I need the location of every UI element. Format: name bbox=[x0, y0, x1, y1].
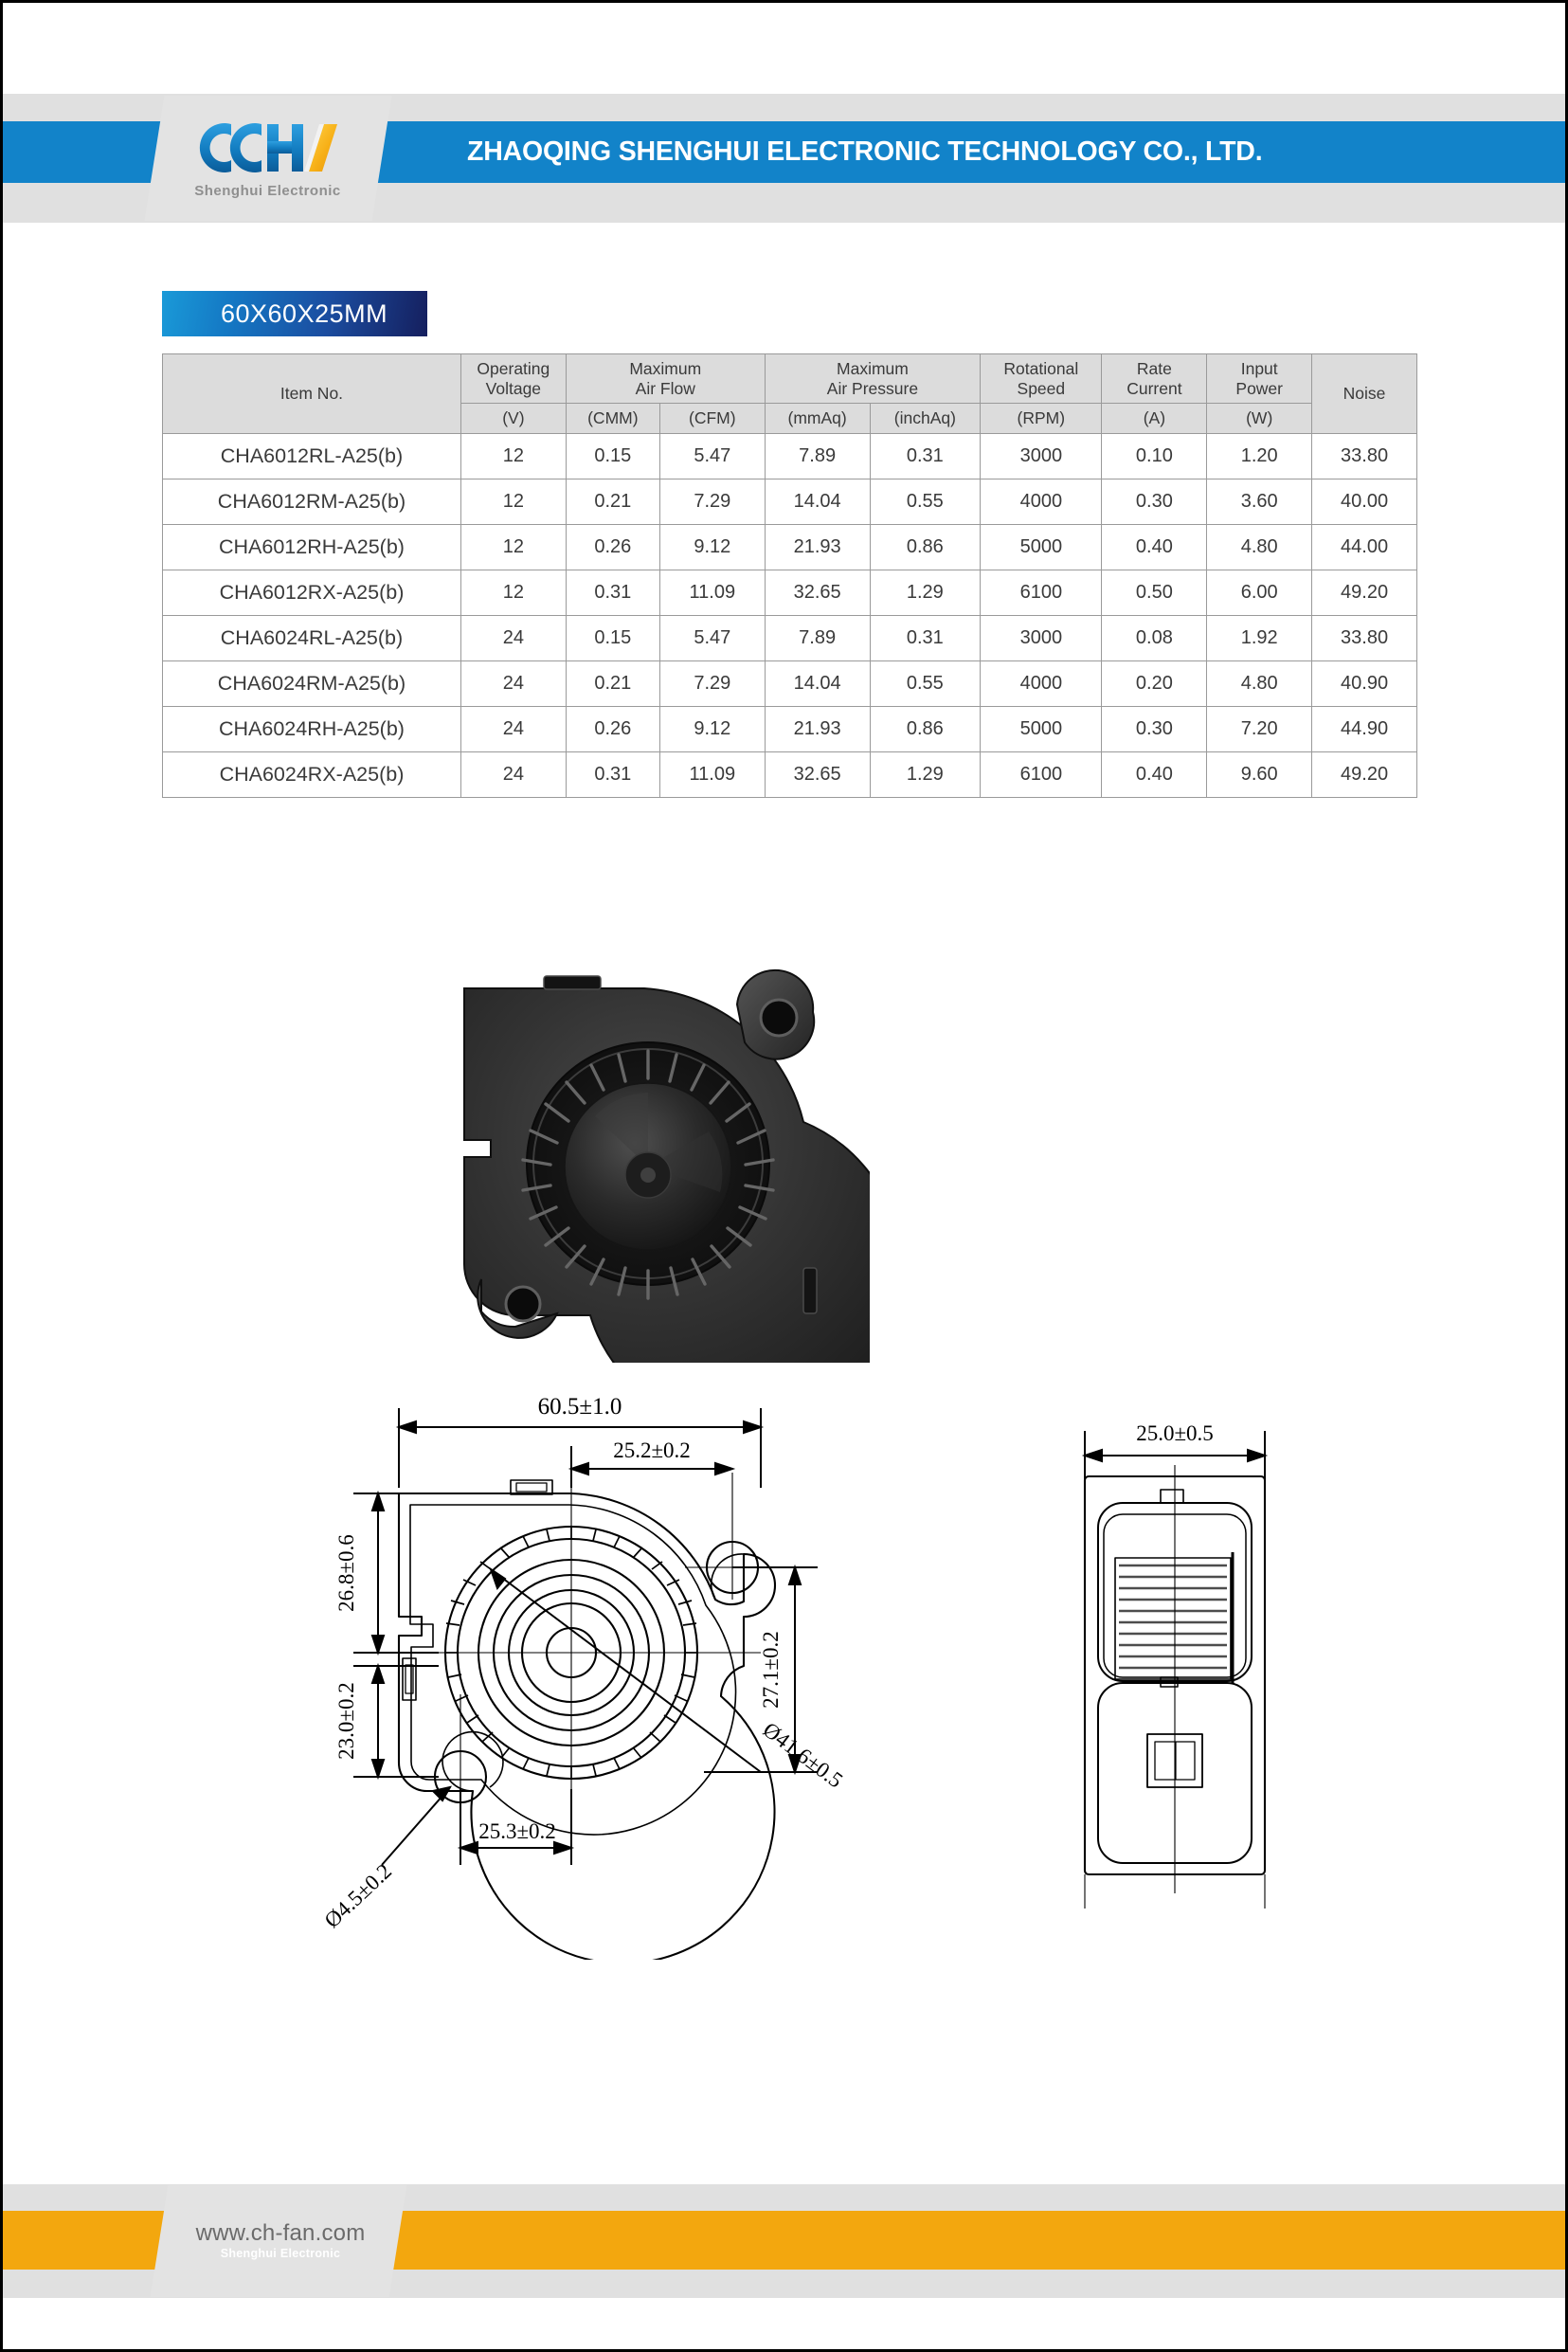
header-max-air-pressure bbox=[765, 354, 980, 404]
cell-ampere: 0.10 bbox=[1102, 433, 1207, 479]
mounting-hole-top bbox=[761, 1000, 797, 1036]
cell-voltage: 12 bbox=[460, 524, 566, 570]
cell-cfm: 7.29 bbox=[659, 660, 765, 706]
cell-cmm: 0.26 bbox=[566, 524, 659, 570]
footer-website-url[interactable]: www.ch-fan.com bbox=[195, 2220, 366, 2247]
dim-mount-hole-x-top: 25.2±0.2 bbox=[613, 1438, 691, 1462]
unit-mmaq: (mmAq) bbox=[765, 404, 870, 434]
header-input-power bbox=[1207, 354, 1312, 404]
unit-ampere: (A) bbox=[1102, 404, 1207, 434]
cell-item-no: CHA6012RL-A25(b) bbox=[163, 433, 461, 479]
cell-ampere: 0.30 bbox=[1102, 479, 1207, 524]
header-max-air-flow-line1: Maximum bbox=[629, 359, 702, 378]
unit-rpm: (RPM) bbox=[981, 404, 1102, 434]
header-rotational-speed-line1: Rotational bbox=[1003, 359, 1079, 378]
cell-item-no: CHA6012RX-A25(b) bbox=[163, 570, 461, 615]
table-header bbox=[163, 354, 1417, 434]
unit-watt: (W) bbox=[1207, 404, 1312, 434]
cell-cmm: 0.15 bbox=[566, 433, 659, 479]
cell-noise: 33.80 bbox=[1312, 433, 1417, 479]
cell-cfm: 11.09 bbox=[659, 570, 765, 615]
header-max-air-flow-line2: Air Flow bbox=[635, 378, 695, 398]
dim-mount-hole-dia: Ø4.5±0.2 bbox=[319, 1858, 397, 1933]
cell-noise: 49.20 bbox=[1312, 570, 1417, 615]
front-view-drawing bbox=[287, 1382, 1007, 1960]
table-row bbox=[163, 570, 1417, 615]
cell-mmaq: 14.04 bbox=[765, 660, 870, 706]
cell-mmaq: 7.89 bbox=[765, 615, 870, 660]
header-rate-current-line2: Current bbox=[1126, 378, 1182, 398]
logo-subtitle: Shenghui Electronic bbox=[194, 182, 341, 199]
cell-rpm: 4000 bbox=[981, 479, 1102, 524]
cell-cfm: 5.47 bbox=[659, 615, 765, 660]
dim-height-right: 27.1±0.2 bbox=[759, 1631, 783, 1709]
cell-ampere: 0.20 bbox=[1102, 660, 1207, 706]
header-item-no: Item No. bbox=[163, 354, 461, 434]
cell-voltage: 24 bbox=[460, 615, 566, 660]
dim-thickness: 25.0±0.5 bbox=[1136, 1421, 1214, 1445]
cell-inchaq: 0.86 bbox=[870, 524, 981, 570]
cell-cmm: 0.21 bbox=[566, 660, 659, 706]
header-max-air-flow bbox=[566, 354, 765, 404]
cell-voltage: 24 bbox=[460, 706, 566, 751]
side-view-drawing bbox=[1017, 1382, 1367, 1960]
cell-cfm: 11.09 bbox=[659, 751, 765, 797]
cell-watt: 1.20 bbox=[1207, 433, 1312, 479]
table-row bbox=[163, 706, 1417, 751]
cell-cmm: 0.21 bbox=[566, 479, 659, 524]
header-operating-voltage-line1: Operating bbox=[477, 359, 550, 378]
cell-voltage: 12 bbox=[460, 570, 566, 615]
side-impeller-blades bbox=[1119, 1565, 1227, 1668]
header-rotational-speed-line2: Speed bbox=[1017, 378, 1066, 398]
cell-voltage: 24 bbox=[460, 751, 566, 797]
cell-noise: 44.90 bbox=[1312, 706, 1417, 751]
cell-cfm: 9.12 bbox=[659, 524, 765, 570]
cell-rpm: 6100 bbox=[981, 570, 1102, 615]
cell-watt: 3.60 bbox=[1207, 479, 1312, 524]
unit-voltage: (V) bbox=[460, 404, 566, 434]
table-row bbox=[163, 660, 1417, 706]
size-banner bbox=[162, 291, 427, 336]
connector-top-inner bbox=[516, 1483, 547, 1492]
cell-mmaq: 21.93 bbox=[765, 524, 870, 570]
dimension-lines bbox=[353, 1408, 818, 1865]
cell-mmaq: 21.93 bbox=[765, 706, 870, 751]
cell-noise: 44.00 bbox=[1312, 524, 1417, 570]
dim-height-left-lower: 23.0±0.2 bbox=[334, 1682, 358, 1760]
center-lines bbox=[399, 1473, 780, 1855]
cell-rpm: 3000 bbox=[981, 615, 1102, 660]
connector-tab-right bbox=[803, 1268, 817, 1313]
cell-item-no: CHA6024RL-A25(b) bbox=[163, 615, 461, 660]
cell-watt: 6.00 bbox=[1207, 570, 1312, 615]
header-operating-voltage bbox=[460, 354, 566, 404]
cell-voltage: 12 bbox=[460, 479, 566, 524]
cell-item-no: CHA6024RX-A25(b) bbox=[163, 751, 461, 797]
header-input-power-line1: Input bbox=[1240, 359, 1278, 378]
cell-cmm: 0.15 bbox=[566, 615, 659, 660]
specification-table bbox=[162, 353, 1417, 798]
cell-inchaq: 0.55 bbox=[870, 660, 981, 706]
table-row bbox=[163, 615, 1417, 660]
unit-inchaq: (inchAq) bbox=[870, 404, 981, 434]
table-header-row-top bbox=[163, 354, 1417, 404]
product-photo bbox=[424, 936, 870, 1363]
dim-width-overall: 60.5±1.0 bbox=[537, 1394, 622, 1420]
mounting-hole-bottom bbox=[506, 1287, 540, 1321]
cell-ampere: 0.08 bbox=[1102, 615, 1207, 660]
cell-ampere: 0.30 bbox=[1102, 706, 1207, 751]
table-row bbox=[163, 433, 1417, 479]
cell-voltage: 12 bbox=[460, 433, 566, 479]
footer-brand bbox=[171, 2211, 389, 2271]
cell-cfm: 7.29 bbox=[659, 479, 765, 524]
cell-ampere: 0.40 bbox=[1102, 524, 1207, 570]
cell-mmaq: 32.65 bbox=[765, 570, 870, 615]
table-row bbox=[163, 479, 1417, 524]
cell-watt: 9.60 bbox=[1207, 751, 1312, 797]
table-row bbox=[163, 524, 1417, 570]
footer-subtitle: Shenghui Electronic bbox=[220, 2247, 341, 2261]
header-rate-current-line1: Rate bbox=[1136, 359, 1172, 378]
cell-noise: 40.90 bbox=[1312, 660, 1417, 706]
cell-cmm: 0.31 bbox=[566, 751, 659, 797]
cell-item-no: CHA6024RH-A25(b) bbox=[163, 706, 461, 751]
cell-rpm: 3000 bbox=[981, 433, 1102, 479]
cell-rpm: 5000 bbox=[981, 524, 1102, 570]
header-operating-voltage-line2: Voltage bbox=[485, 378, 542, 398]
dim-impeller-dia: Ø41.6±0.5 bbox=[758, 1717, 848, 1793]
connector-tab-top bbox=[544, 976, 601, 989]
size-banner-label: 60X60X25MM bbox=[221, 299, 388, 328]
cell-watt: 4.80 bbox=[1207, 524, 1312, 570]
header-max-air-pressure-line1: Maximum bbox=[837, 359, 909, 378]
cell-item-no: CHA6024RM-A25(b) bbox=[163, 660, 461, 706]
cell-cmm: 0.26 bbox=[566, 706, 659, 751]
dim-mount-hole-x-bottom: 25.3±0.2 bbox=[478, 1819, 556, 1843]
cell-rpm: 5000 bbox=[981, 706, 1102, 751]
cell-noise: 49.20 bbox=[1312, 751, 1417, 797]
table-body bbox=[163, 433, 1417, 797]
cell-mmaq: 14.04 bbox=[765, 479, 870, 524]
shaft-cap bbox=[640, 1167, 656, 1183]
cell-mmaq: 32.65 bbox=[765, 751, 870, 797]
company-logo bbox=[166, 107, 369, 209]
cell-voltage: 24 bbox=[460, 660, 566, 706]
cell-cfm: 9.12 bbox=[659, 706, 765, 751]
header-rotational-speed bbox=[981, 354, 1102, 404]
company-title: ZHAOQING SHENGHUI ELECTRONIC TECHNOLOGY CO., LTD. bbox=[467, 136, 1263, 167]
cell-cmm: 0.31 bbox=[566, 570, 659, 615]
cell-inchaq: 0.31 bbox=[870, 433, 981, 479]
dim-height-left-upper: 26.8±0.6 bbox=[334, 1534, 358, 1612]
cell-inchaq: 0.55 bbox=[870, 479, 981, 524]
header-rate-current bbox=[1102, 354, 1207, 404]
cell-inchaq: 1.29 bbox=[870, 751, 981, 797]
header-input-power-line2: Power bbox=[1235, 378, 1283, 398]
cell-noise: 40.00 bbox=[1312, 479, 1417, 524]
cell-watt: 7.20 bbox=[1207, 706, 1312, 751]
cell-rpm: 4000 bbox=[981, 660, 1102, 706]
unit-cmm: (CMM) bbox=[566, 404, 659, 434]
table-row bbox=[163, 751, 1417, 797]
unit-cfm: (CFM) bbox=[659, 404, 765, 434]
cell-item-no: CHA6012RM-A25(b) bbox=[163, 479, 461, 524]
cell-rpm: 6100 bbox=[981, 751, 1102, 797]
cell-watt: 1.92 bbox=[1207, 615, 1312, 660]
header-max-air-pressure-line2: Air Pressure bbox=[826, 378, 919, 398]
cell-inchaq: 1.29 bbox=[870, 570, 981, 615]
cell-ampere: 0.50 bbox=[1102, 570, 1207, 615]
cell-cfm: 5.47 bbox=[659, 433, 765, 479]
cch-logo-icon bbox=[197, 118, 339, 181]
cell-inchaq: 0.31 bbox=[870, 615, 981, 660]
cell-ampere: 0.40 bbox=[1102, 751, 1207, 797]
cell-noise: 33.80 bbox=[1312, 615, 1417, 660]
cell-mmaq: 7.89 bbox=[765, 433, 870, 479]
mount-ear-bottom-arc bbox=[442, 1732, 503, 1791]
cell-inchaq: 0.86 bbox=[870, 706, 981, 751]
cell-watt: 4.80 bbox=[1207, 660, 1312, 706]
header-noise: Noise bbox=[1312, 354, 1417, 434]
side-connector-top bbox=[1161, 1490, 1183, 1503]
cell-item-no: CHA6012RH-A25(b) bbox=[163, 524, 461, 570]
